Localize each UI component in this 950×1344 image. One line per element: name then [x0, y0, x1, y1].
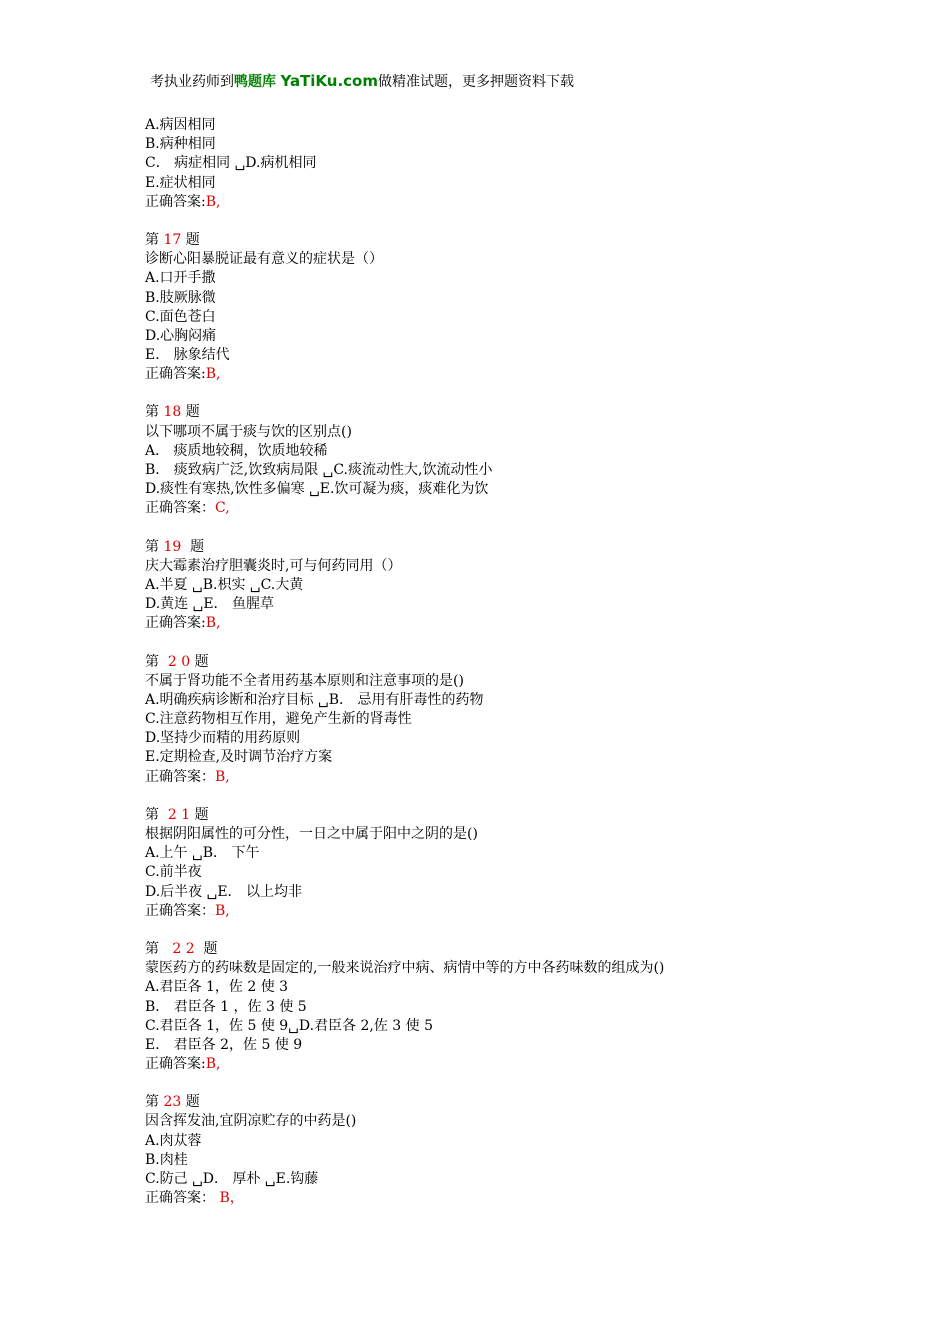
- question-number-prefix: 第: [145, 404, 164, 421]
- question-spacer: [145, 384, 905, 403]
- question-number-suffix: 题: [181, 404, 200, 421]
- answer-line: [145, 768, 905, 787]
- question-stem: 不属于肾功能不全者用药基本原则和注意事项的是(): [145, 672, 464, 689]
- question-number-suffix: 题: [190, 653, 209, 670]
- option-line: A.肉苁蓉: [145, 1132, 202, 1149]
- option-line: A.明确疾病诊断和治疗目标 ␣B． 忌用有肝毒性的药物: [145, 691, 484, 708]
- option-line: A.上午 ␣B． 下午: [145, 845, 260, 862]
- question-number-suffix: 题: [181, 231, 200, 248]
- page-header: [150, 72, 574, 91]
- question-spacer: [145, 634, 905, 653]
- option-line: B.肉桂: [145, 1151, 188, 1168]
- answer-label: 正确答案：: [145, 500, 215, 517]
- answer-label: 正确答案:: [145, 193, 206, 210]
- question-block: [145, 403, 905, 518]
- answer-value: B,: [205, 366, 221, 383]
- question-number: 2 1: [167, 806, 191, 823]
- question-heading: [145, 806, 905, 825]
- question-stem: 蒙医药方的药味数是固定的,一般来说治疗中病、病情中等的方中各药味数的组成为(): [145, 960, 665, 977]
- answer-value: B,: [205, 615, 221, 632]
- question-block: [145, 806, 905, 921]
- answer-line: [145, 1189, 905, 1208]
- option-line: C.前半夜: [145, 864, 202, 881]
- question-spacer: [145, 1074, 905, 1093]
- question-stem: 根据阴阳属性的可分性，一日之中属于阳中之阴的是(): [145, 826, 478, 842]
- option-line: D.坚持少而精的用药原则: [145, 730, 301, 747]
- answer-value: B,: [215, 768, 230, 785]
- answer-value: B,: [205, 193, 221, 210]
- question-heading: [145, 653, 905, 672]
- question-stem: 诊断心阳暴脱证最有意义的症状是（）: [145, 251, 383, 268]
- option-line: A.半夏 ␣B.枳实 ␣C.大黄: [145, 576, 304, 593]
- question-number: 17: [163, 231, 182, 248]
- question-heading: [145, 403, 905, 422]
- option-line: C.注意药物相互作用，避免产生新的肾毒性: [145, 711, 412, 728]
- brand-name-cn[interactable]: 鸭题库: [234, 74, 276, 90]
- question-spacer: [145, 921, 905, 940]
- question-number-suffix: 题: [190, 806, 209, 823]
- option-line: B． 痰致病广泛,饮致病局限 ␣C.痰流动性大,饮流动性小: [145, 462, 493, 478]
- option-line: D.黄连 ␣E． 鱼腥草: [145, 596, 274, 613]
- answer-label: 正确答案:: [145, 1056, 206, 1073]
- question-number: 2 2: [172, 940, 195, 957]
- question-heading: [145, 1093, 905, 1112]
- answer-value: B，: [215, 1190, 244, 1207]
- option-line: B.病种相同: [145, 136, 216, 153]
- answer-label: 正确答案：: [145, 768, 215, 785]
- question-spacer: [145, 519, 905, 538]
- question-stem: 因含挥发油,宜阴凉贮存的中药是(): [145, 1113, 357, 1130]
- question-number: 2 0: [167, 653, 191, 670]
- answer-label: 正确答案：: [145, 902, 215, 919]
- answer-line: [145, 902, 905, 921]
- option-line: A.口开手撒: [145, 270, 216, 287]
- option-line: B.肢厥脉微: [145, 289, 216, 306]
- header-prefix: 考执业药师到: [150, 74, 234, 90]
- brand-name-en[interactable]: YaTiKu.com: [280, 72, 378, 90]
- question-number-suffix: 题: [194, 940, 218, 957]
- option-line: D.后半夜 ␣E． 以上均非: [145, 883, 302, 900]
- question-number: 18: [163, 404, 182, 421]
- question-number-prefix: 第: [145, 1094, 164, 1111]
- answer-line: [145, 499, 905, 518]
- question-number: 23: [163, 1094, 182, 1111]
- answer-line: [145, 365, 905, 384]
- option-line: E． 脉象结代: [145, 347, 230, 364]
- question-number-prefix: 第: [145, 806, 168, 823]
- answer-value: B,: [215, 902, 230, 919]
- option-line: C． 病症相同 ␣D.病机相同: [145, 155, 317, 172]
- question-stem: 以下哪项不属于痰与饮的区别点(): [145, 423, 352, 440]
- answer-line: [145, 1055, 905, 1074]
- answer-value: C,: [215, 500, 230, 517]
- question-number-prefix: 第: [145, 940, 173, 957]
- question-block: [145, 1093, 905, 1208]
- option-line: A.病因相同: [145, 117, 216, 133]
- option-line: E.定期检查,及时调节治疗方案: [145, 749, 333, 766]
- question-spacer: [145, 787, 905, 806]
- question-number-prefix: 第: [145, 231, 164, 248]
- option-line: C.君臣各 1，佐 5 使 9␣D.君臣各 2,佐 3 使 5: [145, 1017, 434, 1034]
- question-block: [145, 940, 905, 1074]
- question-heading: [145, 231, 905, 250]
- option-line: E． 君臣各 2，佐 5 使 9: [145, 1036, 303, 1053]
- question-spacer: [145, 212, 905, 231]
- option-line: C.防己 ␣D． 厚朴 ␣E.钩藤: [145, 1171, 319, 1187]
- questions-container: [145, 212, 905, 1208]
- question-block: [145, 231, 905, 385]
- question-block: [145, 653, 905, 787]
- answer-label: 正确答案:: [145, 615, 206, 632]
- option-line: A.君臣各 1，佐 2 使 3: [145, 979, 289, 996]
- question-16-tail: [145, 116, 905, 212]
- answer-label: 正确答案:: [145, 366, 206, 383]
- header-suffix: 做精准试题，更多押题资料下载: [378, 74, 574, 90]
- answer-value: B,: [205, 1056, 221, 1073]
- question-stem: 庆大霉素治疗胆囊炎时,可与何药同用（）: [145, 557, 402, 574]
- answer-label: 正确答案：: [145, 1190, 215, 1207]
- question-list: [145, 116, 905, 1208]
- option-line: B． 君臣各 1 ，佐 3 使 5: [145, 998, 307, 1015]
- option-line: E.症状相同: [145, 174, 216, 191]
- question-heading: [145, 940, 905, 959]
- question-number-prefix: 第: [145, 653, 168, 670]
- answer-line: [145, 614, 905, 633]
- option-line: A． 痰质地较稠，饮质地较稀: [145, 442, 328, 459]
- option-line: D.心胸闷痛: [145, 327, 217, 344]
- question-heading: [145, 538, 905, 557]
- question-number: 19: [163, 538, 182, 555]
- question-block: [145, 538, 905, 634]
- answer-line: [145, 193, 905, 212]
- question-number-suffix: 题: [181, 538, 205, 555]
- question-number-prefix: 第: [145, 538, 164, 555]
- option-line: C.面色苍白: [145, 308, 216, 325]
- question-number-suffix: 题: [181, 1094, 200, 1111]
- option-line: D.痰性有寒热,饮性多偏寒 ␣E.饮可凝为痰，痰难化为饮: [145, 481, 489, 498]
